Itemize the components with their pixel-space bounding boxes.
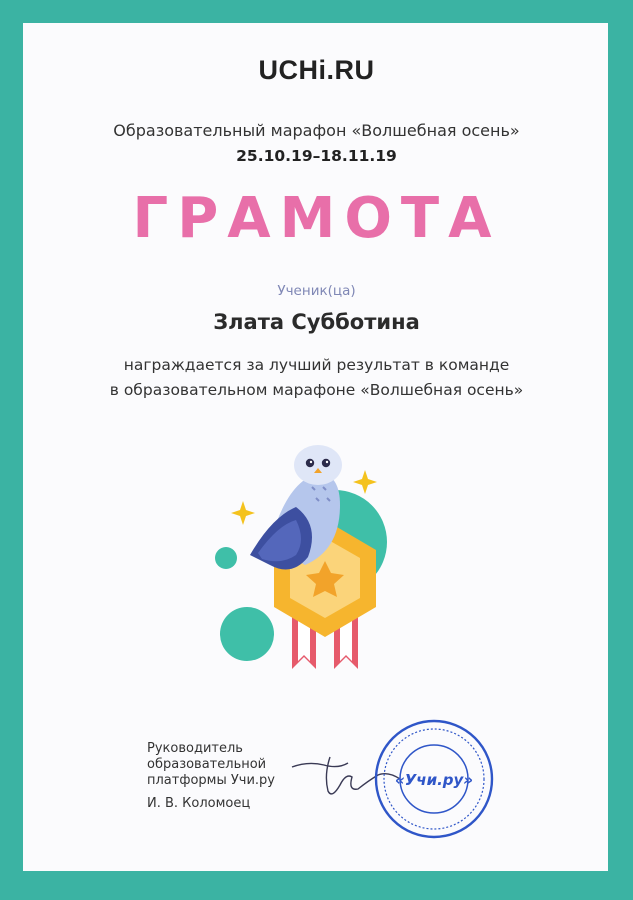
signatory-title-line-1: Руководитель [147,741,243,756]
student-label: Ученик(ца) [277,283,356,299]
event-dates: 25.10.19–18.11.19 [236,147,397,165]
stamp-text: «Учи.ру» [394,771,474,789]
award-text-line-2: в образовательном марафоне «Волшебная осень» [109,381,524,399]
sparkle-icon-left [231,501,255,525]
owl-medal-illustration [200,425,430,675]
sparkle-icon-right [353,470,377,494]
uchi-ru-logo: UCHi.RU [258,55,375,85]
event-title: Образовательный марафон «Волшебная осень» [113,121,520,140]
teal-circle-small [220,607,274,661]
certificate-title: ГРАМОТА [132,186,501,251]
signatory-title-line-2: образовательной [147,757,267,772]
signatory-name: И. В. Коломоец [147,796,251,811]
student-name: Злата Субботина [213,310,420,334]
official-stamp [372,717,496,841]
signatory-title-line-3: платформы Учи.ру [147,773,276,788]
teal-dot [215,547,237,569]
award-text-line-1: награждается за лучший результат в команде [123,356,510,374]
